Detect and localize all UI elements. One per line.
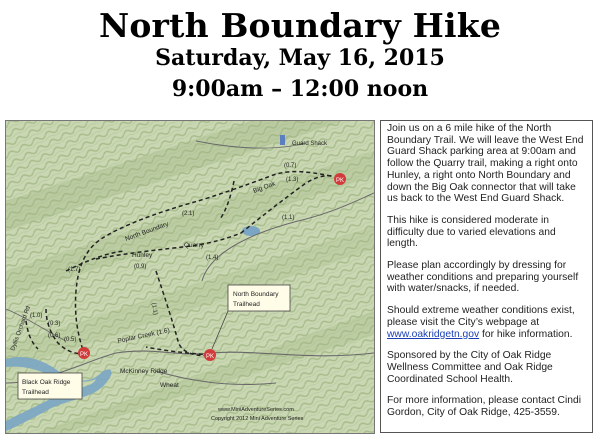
- label-dist-big-oak: (1.3): [286, 177, 299, 183]
- map-credit-url: www.MiniAdventureSeries.com: [218, 407, 294, 413]
- svg-text:PK: PK: [79, 352, 89, 358]
- black-oak-trailhead-box: [18, 373, 82, 399]
- label-dist-guard: (0.7): [284, 163, 297, 169]
- info-paragraph-preparation: Please plan accordingly by dressing for weather conditions and preparing yourself with water/snacks, if needed.: [387, 260, 579, 295]
- hike-info-panel: [380, 120, 593, 433]
- svg-text:North Boundary: North Boundary: [233, 291, 279, 298]
- info-paragraph-contact: For more information, please contact Cindi Gordon, City of Oak Ridge, 425-3559.: [387, 395, 582, 419]
- trail-map: [5, 120, 375, 434]
- label-hunley: Hunley: [132, 252, 153, 259]
- info-paragraph-weather: Should extreme weather conditions exist, please visit the City’s webpage at www.oakridgetn.gov for hike information.: [387, 305, 575, 340]
- page-title: North Boundary Hike: [98, 6, 502, 45]
- label-dist-quarry: (1.4): [206, 255, 219, 261]
- event-time: 9:00am – 12:00 noon: [171, 76, 429, 102]
- map-credit-copyright: Copyright 2012 Mini Adventure Series: [211, 416, 304, 422]
- label-dist-dyllis-3: (0.5): [64, 337, 77, 343]
- label-north-boundary: North Boundary: [124, 220, 170, 243]
- label-guard-shack: Guard Shack: [292, 141, 328, 147]
- label-quarry: Quarry: [184, 242, 204, 249]
- svg-text:PK: PK: [205, 354, 215, 360]
- label-dist-dyllis-4: (0.6): [48, 333, 61, 339]
- info-paragraph-sponsors: Sponsored by the City of Oak Ridge Wellness Committee and Oak Ridge Coordinated School Health.: [387, 350, 553, 385]
- label-big-oak: Big Oak: [252, 180, 277, 195]
- label-wheat: Wheat: [160, 382, 179, 389]
- guard-shack-marker: [280, 135, 285, 145]
- label-mckinney-ridge: McKinney Ridge: [120, 368, 168, 375]
- info-paragraph-difficulty: This hike is considered moderate in difficulty due to varied elevations and length.: [387, 214, 556, 250]
- label-dist-north: (2.1): [182, 211, 195, 217]
- parking-marker-west: [78, 347, 90, 359]
- label-dist-hunley: (0.9): [134, 264, 147, 270]
- info-paragraph-intro: Join us on a 6 mile hike of the North Boundary Trail. We will leave the West End Guard Shack parking area at 9:00am and follow the Quarry trail, making a right onto Hunley, a right onto North Boundary and down the Big Oak connector that will take us back to the West End Guard Shack.: [387, 123, 584, 205]
- label-dist-east: (1.1): [282, 215, 295, 221]
- label-poplar-creek: Poplar Creek (1.6): [116, 327, 171, 345]
- label-dyllis-orchard: Dyllis Orchard Rd: [10, 305, 32, 352]
- parking-marker-center: [204, 349, 216, 361]
- label-dist-center: (1.1): [150, 302, 159, 316]
- label-dist-west: (1.7): [68, 267, 81, 273]
- svg-text:PK: PK: [335, 178, 345, 184]
- svg-text:Black Oak Ridge: Black Oak Ridge: [22, 379, 71, 386]
- label-dist-dyllis: (1.0): [30, 313, 43, 319]
- parking-marker-east: [334, 173, 346, 185]
- label-dist-dyllis-2: (0.3): [48, 321, 61, 327]
- event-date: Saturday, May 16, 2015: [155, 45, 445, 71]
- city-website-link[interactable]: www.oakridgetn.gov: [387, 328, 480, 340]
- svg-text:Trailhead: Trailhead: [22, 389, 49, 396]
- svg-text:Trailhead: Trailhead: [233, 301, 260, 308]
